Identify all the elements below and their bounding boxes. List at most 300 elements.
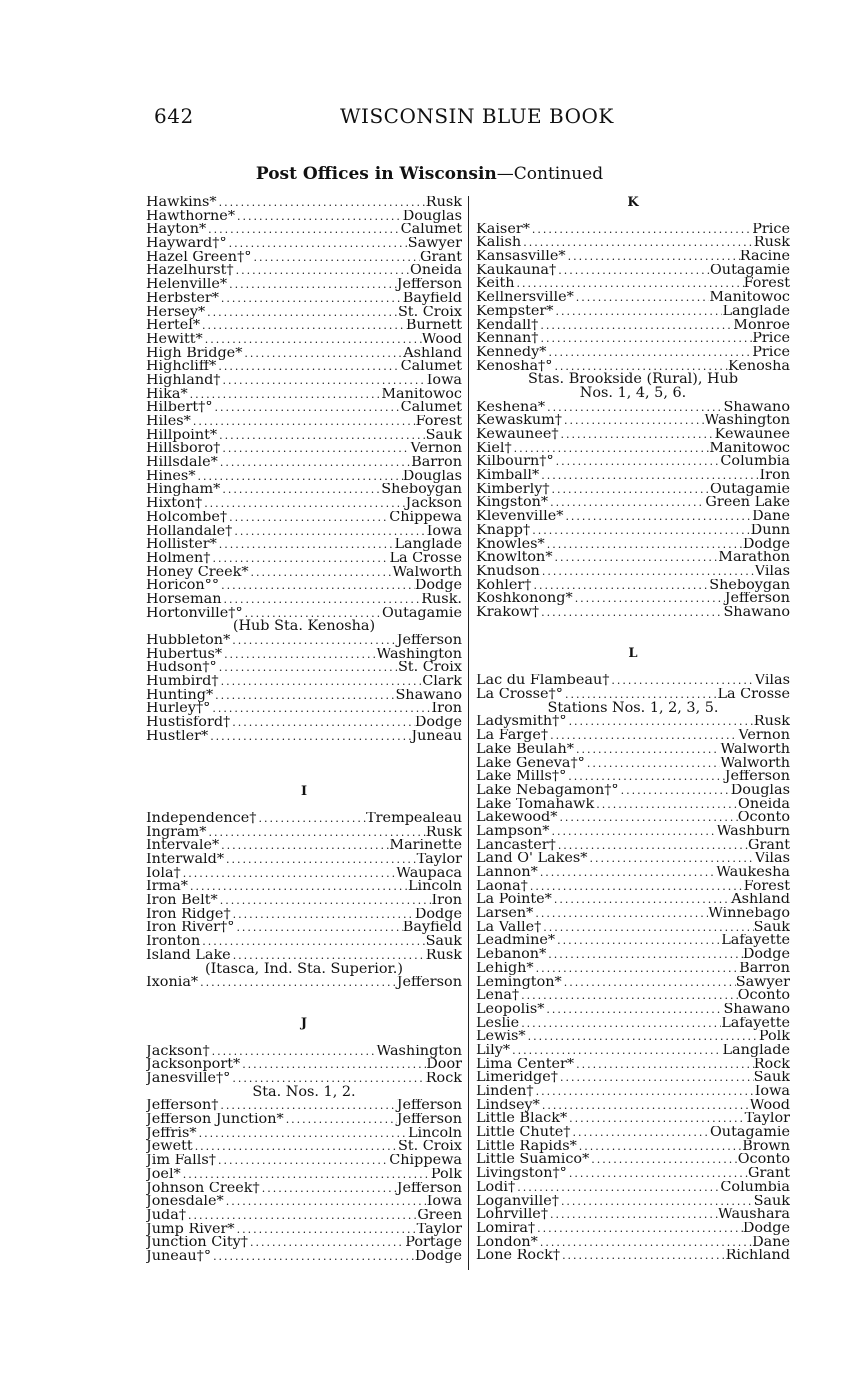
post-office-entry bbox=[146, 360, 462, 374]
county-name: Juneau bbox=[411, 729, 462, 744]
leader-dots bbox=[234, 264, 410, 278]
post-office-entry bbox=[146, 867, 462, 881]
letter-heading-i: I bbox=[300, 783, 308, 799]
county-name: Bayfield bbox=[402, 291, 462, 306]
leader-dots bbox=[538, 866, 716, 880]
post-office-entry bbox=[146, 415, 462, 429]
leader-dots bbox=[248, 1236, 405, 1250]
post-office-entry bbox=[146, 908, 462, 922]
leader-dots bbox=[193, 1140, 398, 1154]
office-name: Ixonia* bbox=[146, 976, 199, 990]
leader-dots bbox=[219, 292, 403, 306]
post-office-entry bbox=[146, 579, 462, 593]
county-name: Lincoln bbox=[407, 1126, 462, 1141]
office-name: Junction City† bbox=[146, 1236, 248, 1250]
leader-dots bbox=[550, 483, 710, 497]
county-name: Oconto bbox=[737, 811, 790, 825]
leader-dots bbox=[217, 196, 426, 210]
county-name: Grant bbox=[419, 250, 462, 265]
county-name: Burnett bbox=[405, 319, 462, 333]
section-note: Nos. 1, 4, 5, 6. bbox=[579, 384, 687, 401]
county-name: Manitowoc bbox=[381, 387, 462, 402]
office-name: Iron Belt* bbox=[146, 894, 218, 908]
office-name: Hollandale† bbox=[146, 524, 233, 539]
office-name: Jim Falls† bbox=[146, 1154, 216, 1168]
leader-dots bbox=[205, 306, 398, 320]
county-name: Clark bbox=[422, 675, 462, 689]
leader-dots bbox=[556, 264, 710, 278]
office-name: Humbird† bbox=[146, 675, 219, 689]
county-name: Calumet bbox=[400, 401, 462, 415]
county-name: Dodge bbox=[414, 907, 462, 922]
county-name: Iron bbox=[431, 894, 462, 908]
leader-dots bbox=[563, 510, 752, 524]
county-name: Sawyer bbox=[407, 237, 462, 251]
county-name: Forest bbox=[415, 415, 462, 429]
post-office-entry bbox=[146, 210, 462, 224]
post-office-entry bbox=[146, 306, 462, 320]
county-name: Grant bbox=[747, 1167, 790, 1181]
office-name: Knapp† bbox=[476, 523, 531, 538]
office-name: Lakewood* bbox=[476, 811, 558, 825]
office-name: Kimberly† bbox=[476, 482, 550, 497]
county-name: Dodge bbox=[414, 716, 462, 730]
county-name: Iowa bbox=[426, 1195, 462, 1209]
post-office-entry bbox=[476, 264, 790, 278]
county-name: Iowa bbox=[754, 1085, 790, 1099]
office-name: Hayton* bbox=[146, 223, 207, 238]
office-name: Lone Rock† bbox=[476, 1249, 561, 1263]
leader-dots bbox=[206, 826, 425, 840]
office-name: Jump River* bbox=[146, 1222, 235, 1237]
leader-dots bbox=[519, 1017, 721, 1031]
county-name: Polk bbox=[758, 1030, 790, 1044]
office-name: Hillsboro† bbox=[146, 442, 221, 457]
county-name: Marinette bbox=[389, 839, 462, 854]
post-office-entry bbox=[476, 401, 790, 415]
leader-dots bbox=[567, 1167, 748, 1181]
post-office-entry bbox=[146, 483, 462, 497]
county-name: Rusk bbox=[753, 715, 790, 730]
office-name: Linden† bbox=[476, 1085, 534, 1099]
office-name: Ladysmith†° bbox=[476, 715, 567, 730]
office-name: Klevenville* bbox=[476, 510, 564, 524]
leader-dots bbox=[534, 1085, 755, 1099]
office-name: Hines* bbox=[146, 469, 196, 484]
post-office-entry bbox=[146, 1113, 462, 1127]
post-office-entry bbox=[146, 497, 462, 511]
leader-dots bbox=[526, 1030, 759, 1044]
county-name: Rusk bbox=[753, 236, 790, 251]
leader-dots bbox=[574, 1058, 754, 1072]
office-name: Kenosha†° bbox=[476, 359, 553, 374]
post-office-entry bbox=[476, 934, 790, 948]
leader-dots bbox=[191, 415, 416, 429]
office-name: Little Rapids* bbox=[476, 1139, 577, 1154]
left-column bbox=[146, 196, 462, 1264]
post-office-entry bbox=[476, 784, 790, 798]
post-office-entry bbox=[476, 811, 790, 825]
post-office-entry bbox=[476, 1208, 790, 1222]
county-name: Waupaca bbox=[396, 866, 462, 881]
post-office-entry bbox=[146, 278, 462, 292]
office-name: Kansasville* bbox=[476, 250, 566, 264]
post-office-entry bbox=[476, 729, 790, 743]
office-name: Hawkins* bbox=[146, 196, 217, 210]
leader-dots bbox=[550, 825, 717, 839]
leader-dots bbox=[619, 784, 731, 798]
county-name: Oconto bbox=[737, 1153, 790, 1168]
county-name: Waushara bbox=[717, 1208, 790, 1222]
leader-dots bbox=[210, 1045, 377, 1059]
office-name: Horicon°° bbox=[146, 579, 220, 593]
post-office-entry bbox=[146, 333, 462, 347]
county-name: Washington bbox=[704, 414, 790, 428]
county-name: Dodge bbox=[414, 579, 462, 593]
office-name: Iola† bbox=[146, 866, 181, 881]
office-name: Kendall† bbox=[476, 318, 539, 333]
post-office-entry bbox=[476, 538, 790, 552]
post-office-entry bbox=[146, 292, 462, 306]
post-office-entry bbox=[476, 236, 790, 250]
office-name: Horseman bbox=[146, 592, 222, 607]
leader-dots bbox=[548, 1208, 718, 1222]
office-name: Jefferson Junction* bbox=[146, 1113, 284, 1127]
leader-dots bbox=[186, 1209, 417, 1223]
office-name: Kilbourn†° bbox=[476, 455, 554, 470]
leader-dots bbox=[567, 715, 754, 729]
county-name: Manitowoc bbox=[709, 291, 790, 305]
county-name: Jefferson bbox=[396, 278, 462, 292]
office-name: Hertel* bbox=[146, 319, 201, 333]
post-office-entry bbox=[146, 223, 462, 237]
county-name: Columbia bbox=[720, 1180, 790, 1195]
post-office-entry bbox=[476, 428, 790, 442]
post-office-entry bbox=[146, 1099, 462, 1113]
county-name: Outagamie bbox=[710, 1126, 790, 1140]
office-name: Hillpoint* bbox=[146, 428, 218, 443]
leader-dots bbox=[573, 592, 725, 606]
office-name: Hilbert†° bbox=[146, 401, 213, 415]
leader-dots bbox=[532, 579, 710, 593]
office-name: Hayward†° bbox=[146, 237, 227, 251]
leader-dots bbox=[216, 1154, 389, 1168]
county-name: Polk bbox=[430, 1167, 462, 1182]
leader-dots bbox=[530, 223, 752, 237]
office-name: Honey Creek* bbox=[146, 565, 249, 580]
county-name: Shawano bbox=[395, 688, 462, 703]
post-office-entry bbox=[476, 346, 790, 360]
office-name: Hudson†° bbox=[146, 661, 217, 676]
page-number: 642 bbox=[154, 104, 194, 128]
leader-dots bbox=[558, 1071, 754, 1085]
leader-dots bbox=[552, 893, 731, 907]
leader-dots bbox=[249, 566, 393, 580]
leader-dots bbox=[200, 935, 425, 949]
leader-dots bbox=[567, 1112, 745, 1126]
office-name: La Valle† bbox=[476, 920, 542, 935]
office-name: Iron River†° bbox=[146, 921, 235, 936]
leader-dots bbox=[251, 251, 420, 265]
county-name: Rusk bbox=[425, 825, 462, 840]
office-name: Keith bbox=[476, 277, 515, 292]
leader-dots bbox=[544, 1003, 723, 1017]
post-office-entry bbox=[476, 1099, 790, 1113]
office-name: London* bbox=[476, 1235, 538, 1250]
post-office-entry bbox=[146, 264, 462, 278]
leader-dots bbox=[235, 210, 403, 224]
county-name: Walworth bbox=[720, 756, 790, 771]
office-name: Hubbleton* bbox=[146, 634, 231, 648]
county-name: Rusk bbox=[425, 948, 462, 963]
leader-dots bbox=[200, 319, 406, 333]
county-name: Rusk bbox=[425, 196, 462, 210]
section-l-continued bbox=[476, 715, 790, 1263]
office-name: Iron Ridge† bbox=[146, 907, 231, 922]
office-name: Lima Center* bbox=[476, 1057, 575, 1072]
post-office-entry bbox=[476, 1222, 790, 1236]
post-office-entry bbox=[476, 1153, 790, 1167]
office-name: Lac du Flambeau† bbox=[476, 674, 610, 689]
post-office-entry bbox=[146, 251, 462, 265]
post-office-entry bbox=[476, 277, 790, 291]
leader-dots bbox=[554, 455, 721, 469]
section-note: Stas. Brookside (Rural), Hub bbox=[527, 371, 739, 388]
post-office-entry bbox=[476, 880, 790, 894]
post-office-entry bbox=[476, 414, 790, 428]
post-office-entry bbox=[146, 853, 462, 867]
county-name: Langlade bbox=[722, 304, 790, 319]
post-office-entry bbox=[476, 1085, 790, 1099]
county-name: Price bbox=[752, 332, 790, 346]
leader-dots bbox=[227, 511, 389, 525]
county-name: Forest bbox=[743, 879, 790, 894]
county-name: Outagamie bbox=[710, 263, 790, 278]
post-office-entry bbox=[476, 319, 790, 333]
section-note: (Itasca, Ind. Sta. Superior.) bbox=[204, 960, 403, 977]
post-office-entry bbox=[476, 483, 790, 497]
county-name: Taylor bbox=[416, 853, 462, 867]
post-office-entry bbox=[476, 1195, 790, 1209]
post-office-entry bbox=[146, 730, 462, 744]
post-office-entry bbox=[146, 1045, 462, 1059]
leader-dots bbox=[224, 853, 417, 867]
post-office-entry bbox=[476, 757, 790, 771]
office-name: Leopolis* bbox=[476, 1002, 545, 1017]
office-name: Hawthorne* bbox=[146, 209, 236, 224]
office-name: Interwald* bbox=[146, 853, 225, 867]
leader-dots bbox=[208, 730, 411, 744]
office-name: Loganville† bbox=[476, 1194, 559, 1209]
leader-dots bbox=[545, 538, 743, 552]
leader-dots bbox=[609, 674, 754, 688]
county-name: Washington bbox=[376, 647, 462, 662]
county-name: Vilas bbox=[754, 564, 790, 579]
office-name: Ingram* bbox=[146, 825, 207, 840]
title-main: Post Offices in Wisconsin bbox=[255, 164, 497, 184]
office-name: Little Black* bbox=[476, 1112, 568, 1127]
title-suffix: —Continued bbox=[496, 164, 604, 184]
office-name: Ironton bbox=[146, 935, 201, 949]
post-office-entry bbox=[476, 715, 790, 729]
office-name: Janesville†° bbox=[146, 1072, 231, 1086]
leader-dots bbox=[539, 606, 723, 620]
office-name: Kewaunee† bbox=[476, 428, 559, 442]
county-name: Walworth bbox=[720, 742, 790, 757]
post-office-entry bbox=[476, 825, 790, 839]
office-name: Hustler* bbox=[146, 729, 209, 744]
leader-dots bbox=[202, 497, 405, 511]
leader-dots bbox=[540, 565, 755, 579]
county-name: Oneida bbox=[738, 797, 790, 812]
leader-dots bbox=[227, 237, 408, 251]
leader-dots bbox=[220, 442, 410, 456]
post-office-entry bbox=[146, 388, 462, 402]
post-office-entry bbox=[146, 470, 462, 484]
leader-dots bbox=[570, 1126, 710, 1140]
leader-dots bbox=[562, 414, 704, 428]
leader-dots bbox=[538, 319, 733, 333]
leader-dots bbox=[210, 702, 431, 716]
leader-dots bbox=[210, 552, 389, 566]
post-office-entry bbox=[146, 511, 462, 525]
post-office-entry bbox=[146, 1250, 462, 1264]
office-name: Hixton† bbox=[146, 497, 203, 511]
office-name: Lampson* bbox=[476, 824, 550, 839]
county-name: Outagamie bbox=[382, 606, 462, 621]
county-name: Jefferson bbox=[396, 1181, 462, 1196]
office-name: Highland† bbox=[146, 373, 221, 388]
office-name: Johnson Creek† bbox=[146, 1181, 260, 1196]
office-name: Lohrville† bbox=[476, 1208, 549, 1222]
post-office-entry bbox=[146, 1140, 462, 1154]
county-name: Washington bbox=[376, 1044, 462, 1059]
county-name: Vernon bbox=[410, 442, 462, 457]
office-name: Kennedy* bbox=[476, 345, 547, 360]
office-name: Juneau†° bbox=[146, 1249, 212, 1264]
post-office-entry bbox=[476, 839, 790, 853]
post-office-entry bbox=[146, 661, 462, 675]
office-name: Joel* bbox=[146, 1167, 181, 1182]
county-name: Dane bbox=[752, 510, 790, 524]
office-name: La Pointe* bbox=[476, 893, 552, 908]
post-office-entry bbox=[476, 770, 790, 784]
post-office-entry bbox=[476, 1003, 790, 1017]
county-name: Dunn bbox=[750, 523, 790, 538]
county-name: St. Croix bbox=[397, 1140, 462, 1155]
office-name: Lake Beulah* bbox=[476, 742, 574, 757]
post-office-entry bbox=[146, 552, 462, 566]
letter-heading-l: L bbox=[628, 646, 638, 662]
office-name: Keshena* bbox=[476, 400, 546, 415]
county-name: Jefferson bbox=[396, 1113, 462, 1127]
leader-dots bbox=[577, 1140, 743, 1154]
leader-dots bbox=[515, 1181, 720, 1195]
office-name: Leslie bbox=[476, 1016, 520, 1031]
office-name: Kiel† bbox=[476, 441, 512, 456]
county-name: Sheboygan bbox=[709, 578, 790, 593]
post-office-entry bbox=[146, 1195, 462, 1209]
office-name: Lemington* bbox=[476, 975, 562, 990]
right-column bbox=[476, 196, 790, 1263]
county-name: Sauk bbox=[425, 935, 462, 949]
office-name: Juda† bbox=[146, 1208, 187, 1223]
post-office-entry bbox=[146, 237, 462, 251]
leader-dots bbox=[217, 661, 398, 675]
running-head: WISCONSIN BLUE BOOK bbox=[340, 104, 614, 128]
post-office-entry bbox=[476, 551, 790, 565]
post-office-entry bbox=[476, 1249, 790, 1263]
office-name: Knudson bbox=[476, 564, 540, 579]
leader-dots bbox=[519, 989, 738, 1003]
section-i-continued bbox=[146, 976, 462, 990]
county-name: Vernon bbox=[738, 729, 790, 743]
post-office-entry bbox=[146, 1168, 462, 1182]
county-name: Brown bbox=[742, 1139, 790, 1154]
office-name: Hillsdale* bbox=[146, 456, 218, 470]
post-office-entry bbox=[476, 674, 790, 688]
office-name: Jackson† bbox=[146, 1044, 210, 1059]
office-name: Little Chute† bbox=[476, 1126, 571, 1140]
county-name: Portage bbox=[405, 1236, 462, 1250]
section-h bbox=[146, 196, 462, 620]
post-office-entry bbox=[146, 1236, 462, 1250]
county-name: Iowa bbox=[426, 524, 462, 539]
county-name: Langlade bbox=[722, 1043, 790, 1058]
county-name: Dodge bbox=[742, 537, 790, 552]
leader-dots bbox=[219, 675, 423, 689]
section-h-continued bbox=[146, 634, 462, 744]
county-name: Chippewa bbox=[389, 1154, 462, 1168]
section-k bbox=[476, 223, 790, 374]
post-office-entry bbox=[146, 401, 462, 415]
leader-dots bbox=[589, 1153, 737, 1167]
office-name: Lodi† bbox=[476, 1180, 516, 1195]
post-office-entry bbox=[146, 566, 462, 580]
leader-dots bbox=[230, 716, 415, 730]
office-name: Lannon* bbox=[476, 866, 538, 880]
county-name: Sawyer bbox=[735, 975, 790, 990]
post-office-entry bbox=[476, 592, 790, 606]
post-office-entry bbox=[476, 1181, 790, 1195]
column-divider bbox=[468, 196, 469, 1270]
county-name: Barron bbox=[739, 961, 790, 976]
leader-dots bbox=[556, 839, 748, 853]
leader-dots bbox=[188, 388, 382, 402]
office-name: Leadmine* bbox=[476, 934, 556, 949]
leader-dots bbox=[553, 551, 719, 565]
post-office-entry bbox=[476, 606, 790, 620]
county-name: Shawano bbox=[723, 605, 790, 620]
post-office-entry bbox=[146, 1127, 462, 1141]
post-office-entry bbox=[146, 1154, 462, 1168]
office-name: Little Suamico* bbox=[476, 1153, 590, 1168]
office-name: Kellnersville* bbox=[476, 291, 574, 305]
county-name: Sheboygan bbox=[381, 483, 462, 498]
leader-dots bbox=[538, 332, 752, 346]
office-name: Jefferson† bbox=[146, 1099, 219, 1114]
leader-dots bbox=[181, 867, 396, 881]
leader-dots bbox=[546, 948, 743, 962]
county-name: Lincoln bbox=[407, 880, 462, 895]
office-name: Kewaskum† bbox=[476, 414, 562, 428]
leader-dots bbox=[213, 401, 401, 415]
office-name: Lehigh* bbox=[476, 961, 534, 976]
county-name: Shawano bbox=[723, 1002, 790, 1017]
post-office-entry bbox=[146, 826, 462, 840]
county-name: Taylor bbox=[744, 1112, 790, 1127]
post-office-entry bbox=[146, 442, 462, 456]
